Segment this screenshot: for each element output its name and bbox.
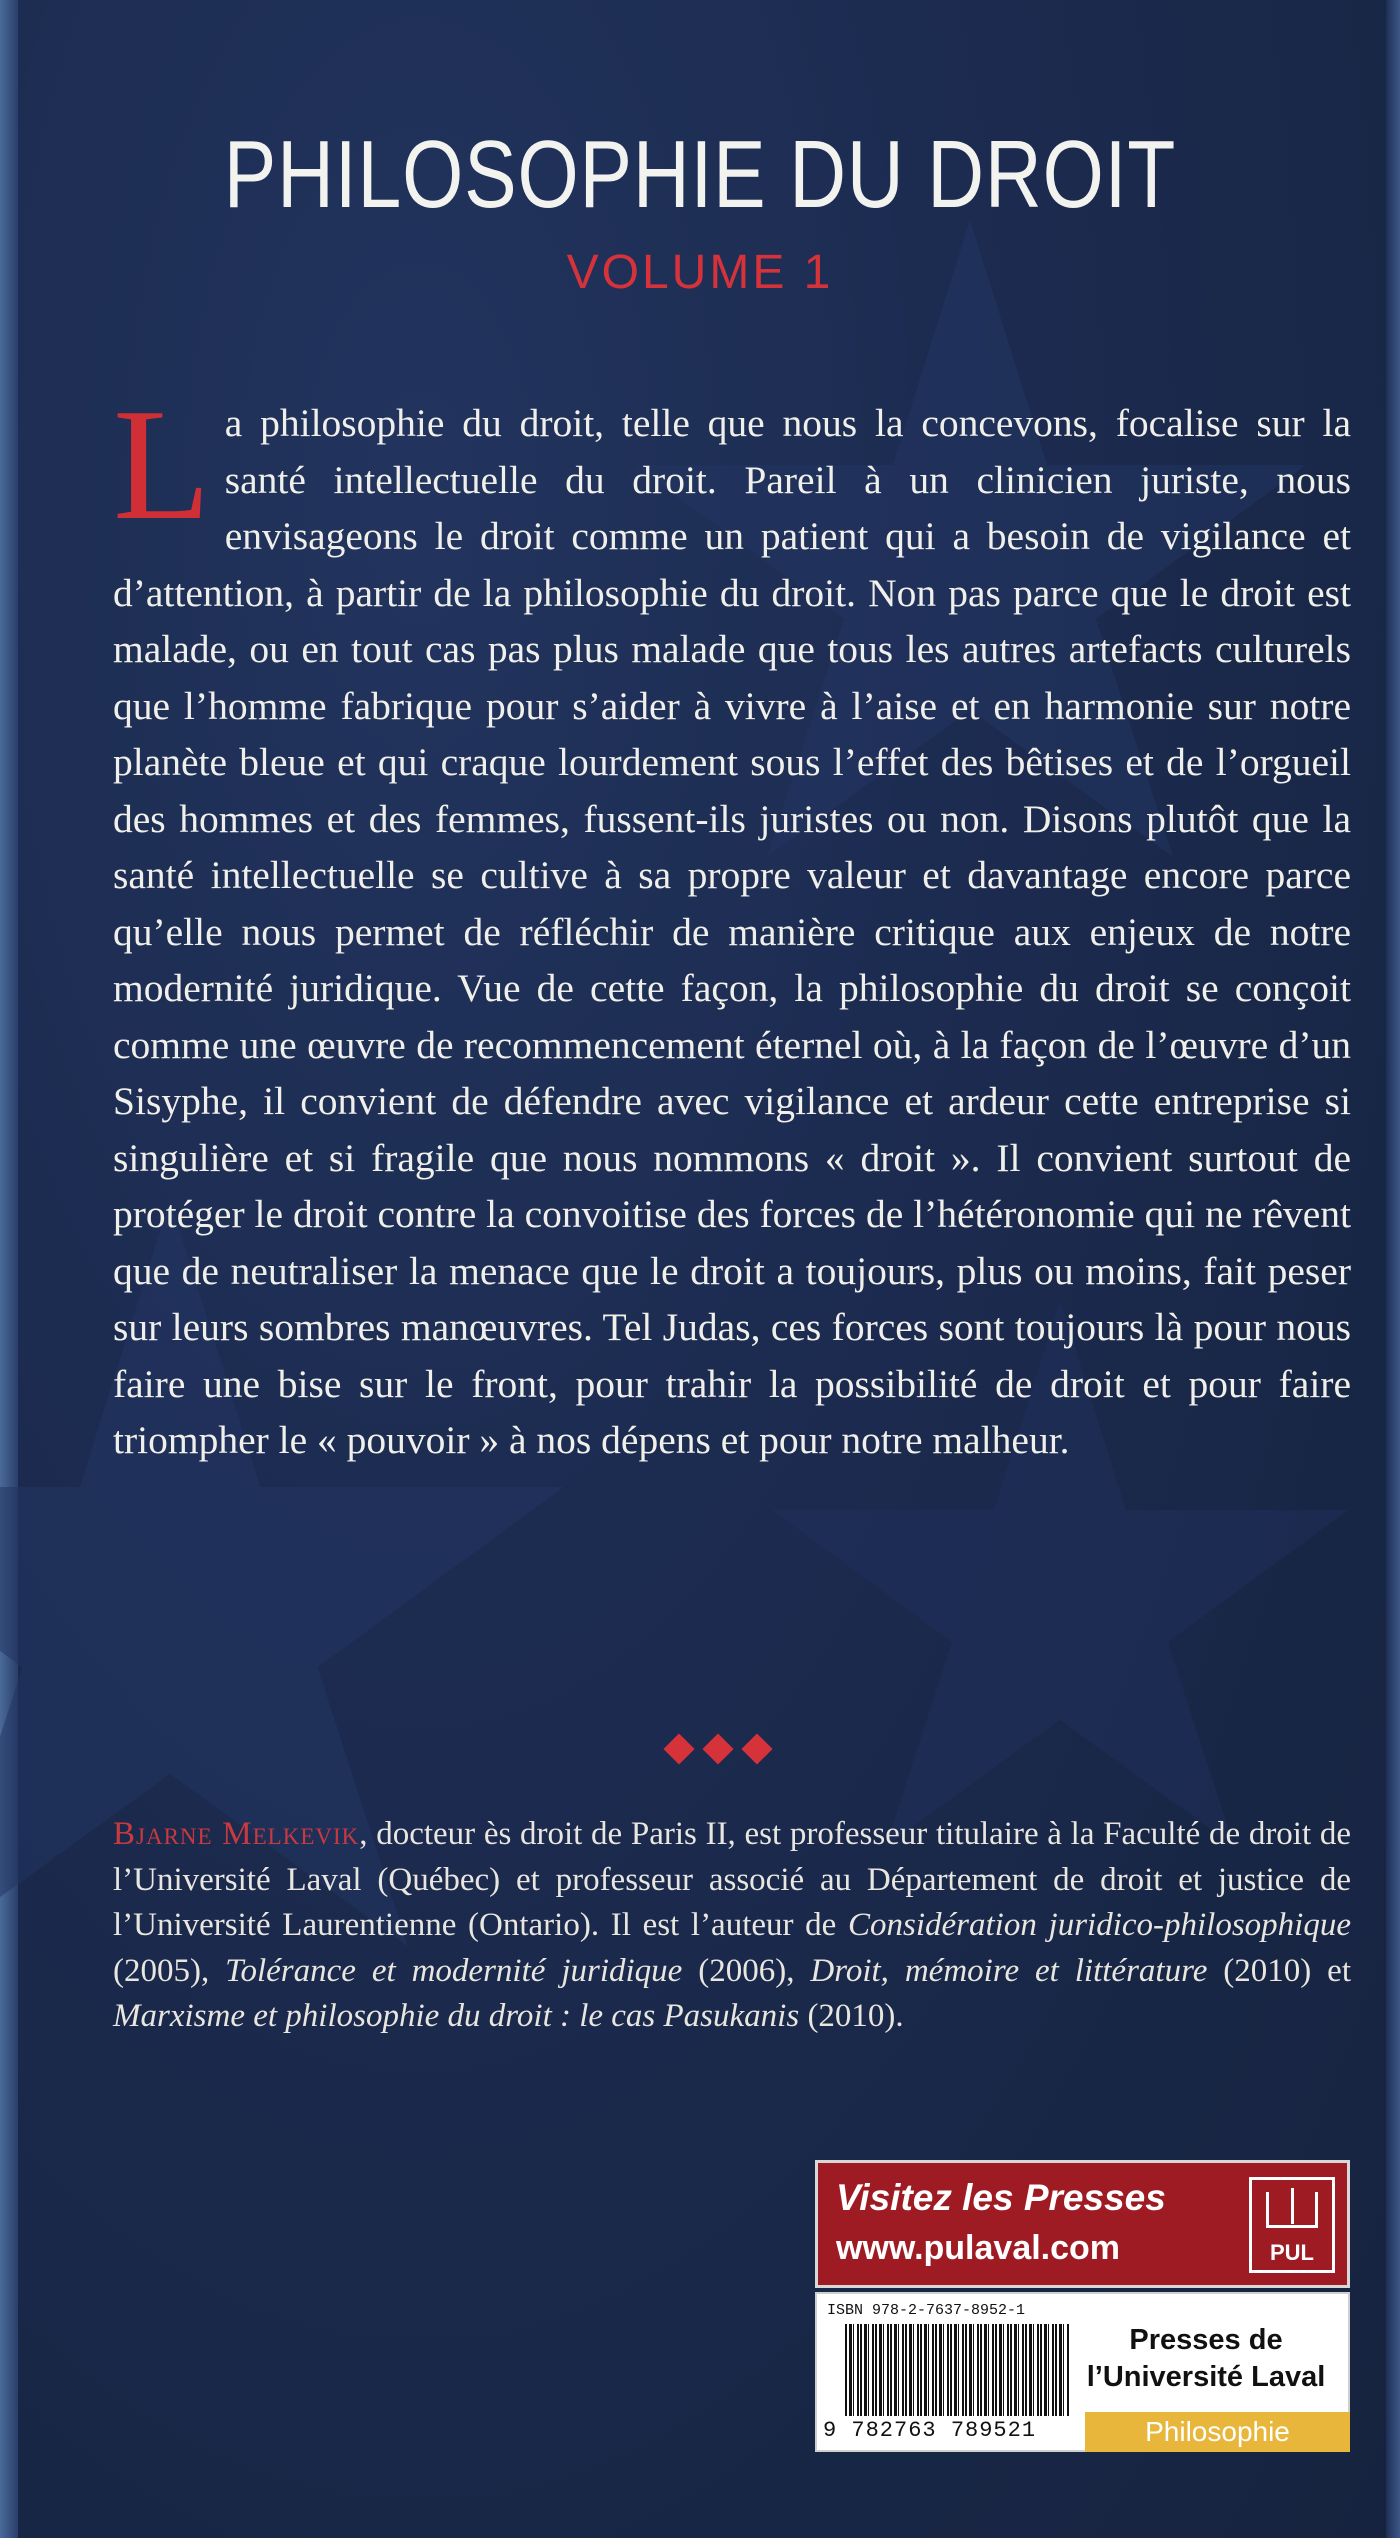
pul-logo-icon xyxy=(1249,2177,1335,2273)
book-icon xyxy=(1266,2192,1318,2228)
diamond-icon xyxy=(741,1733,772,1764)
category-label: Philosophie xyxy=(1085,2412,1350,2452)
summary-text xyxy=(113,375,1351,1469)
book-reference: Droit, mémoire et littérature xyxy=(810,1952,1208,1989)
publisher-name xyxy=(1075,2322,1337,2396)
book-reference: Considération juridico-philosophique xyxy=(848,1907,1351,1943)
bio-text: (2010). xyxy=(799,1998,904,2034)
author-name: Bjarne Melkevik xyxy=(113,1816,360,1852)
cover-edge-left xyxy=(0,0,18,2538)
bio-text: , docteur ès droit de Paris II, est professeur titulaire à la Faculté de droit de l’Université Laval (Québec) et professeur associé au Département de droit et justice de l’Université Laurentienne (Ontario). Il est l’auteur de xyxy=(113,1816,1351,1943)
publisher-name-line: Presses de xyxy=(1129,2324,1283,2356)
barcode-icon xyxy=(845,2324,1069,2416)
publisher-url: www.pulaval.com xyxy=(836,2229,1121,2267)
summary-body: a philosophie du droit, telle que nous la concevons, focalise sur la santé intellectuelle du droit. Pareil à un clinicien juriste, nous envisageons le droit comme un patient qui a besoin de vigilance et d’attention, à partir de la philosophie du droit. Non pas parce que le droit est malade, ou en tout cas pas plus malade que tous les autres artefacts culturels que l’homme fabrique pour s’aider à vivre à l’aise et en harmonie sur notre planète bleue et qui craque lourdement sous l’effet des bêtises et de l’orgueil des hommes et des femmes, fussent-ils juristes ou non. Disons plutôt que la santé intellectuelle se cultive à sa propre valeur et davantage encore parce qu’elle nous permet de réfléchir de manière critique aux enjeux de notre modernité juridique. Vue de cette façon, la philosophie du droit se conçoit comme une œuvre de recommencement éternel où, à la façon de l’œuvre d’un Sisyphe, il convient de défendre avec vigilance et ardeur cette entreprise si singulière et si fragile que nous nommons « droit ». Il convient surtout de protéger le droit contre la convoitise des forces de l’hétéronomie qui ne rêvent que de neutraliser la menace que le droit a toujours, plus ou moins, fait peser sur leurs sombres manœuvres. Tel Judas, ces forces sont toujours là pour nous faire une bise sur le front, pour trahir la possibilité de droit et pour faire triompher le « pouvoir » à nos dépens et pour notre malheur. xyxy=(113,401,1351,1462)
book-title: PHILOSOPHIE DU DROIT xyxy=(223,121,1177,228)
publisher-banner xyxy=(815,2160,1350,2288)
publisher-name-line: l’Université Laval xyxy=(1086,2361,1326,2393)
isbn-label: ISBN 978-2-7637-8952-1 xyxy=(827,2302,1026,2319)
bio-text: (2010) et xyxy=(1207,1952,1351,1989)
visit-text: Visitez les Presses xyxy=(836,2177,1166,2218)
bio-text: (2006), xyxy=(682,1952,811,1989)
cover-edge-right xyxy=(1386,0,1400,2538)
bio-text: (2005), xyxy=(113,1952,226,1989)
drop-cap: L xyxy=(113,375,211,553)
logo-text: PUL xyxy=(1270,2240,1314,2265)
barcode-number: 9 782763 789521 xyxy=(823,2418,1037,2443)
volume-label: VOLUME 1 xyxy=(566,246,834,299)
book-reference: Tolérance et modernité juridique xyxy=(225,1952,683,1989)
author-bio xyxy=(113,1812,1351,2040)
diamond-icon xyxy=(702,1733,733,1764)
section-separator xyxy=(668,1738,808,1770)
book-reference: Marxisme et philosophie du droit : le cas Pasukanis xyxy=(113,1998,800,2034)
diamond-icon xyxy=(663,1733,694,1764)
